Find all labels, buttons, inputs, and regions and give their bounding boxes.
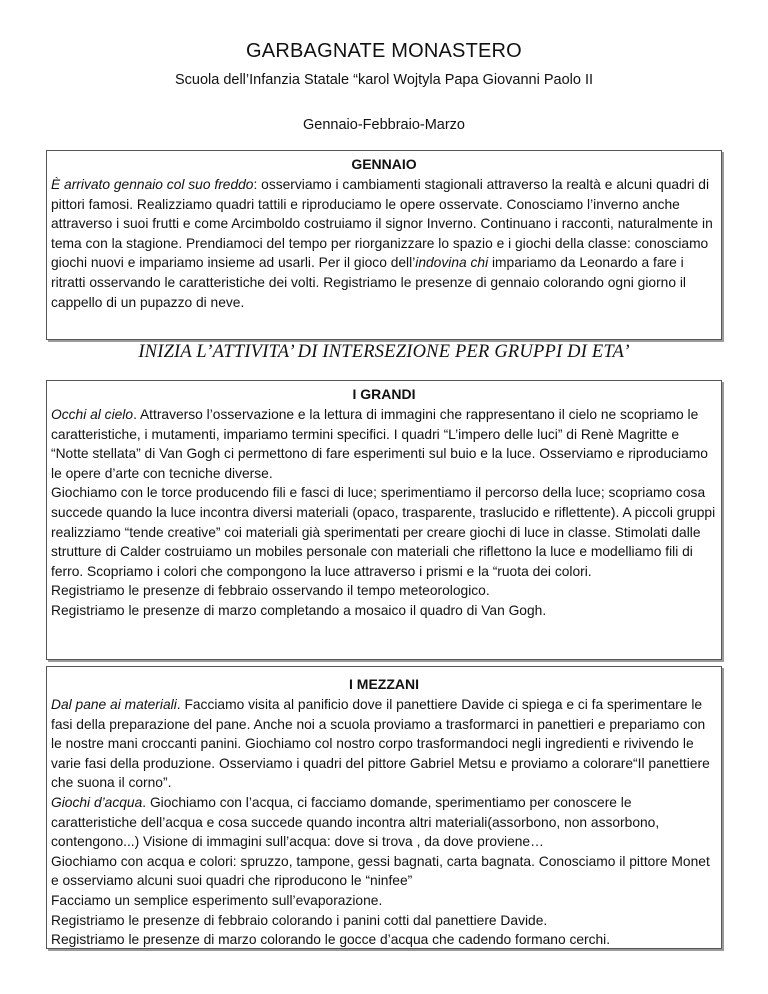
grandi-text-1: . Attraverso l’osservazione e la lettura di immagini che rappresentano il cielo ne scopriamo le caratteristiche, i mutamenti, impariamo termini specifici. I quadri “L’impero delle luci” di Renè Magritte e “Notte stellata” di Van Gogh ci permettono di fare esperimenti sul buio e la luce. Osserviamo e riproduciamo le opere d’arte con tecniche diverse.: [51, 407, 708, 481]
mezzani-intro: Dal pane ai materiali: [51, 697, 177, 712]
gennaio-title: GENNAIO: [351, 156, 417, 172]
gennaio-text-2: impariamo da Leonardo a fare i ritratti osservando le caratteristiche dei volti. Registriamo le presenze di gennaio colorando ogni giorno il cappello di un pupazzo di neve.: [51, 255, 686, 310]
mezzani-box: [46, 666, 722, 949]
mezzani-text: [51, 695, 717, 950]
page-title: GARBAGNATE MONASTERO: [246, 40, 522, 62]
mezzani-giochi-acqua: Giochi d’acqua: [51, 794, 143, 810]
gennaio-intro: È arrivato gennaio col suo freddo: [51, 177, 254, 192]
grandi-paragraph-2: Giochiamo con le torce producendo fili e fasci di luce; sperimentiamo il percorso della luce; scopriamo cosa succede quando la luce incontra diversi materiali (opaco, trasparente, traslucido e riflettente). A piccoli gruppi realizziamo “tende creative” coi materiali già sperimentati per creare giochi di luce in classe. Stimolati dalle strutture di Calder costruiamo un mobiles personale con materiali che riflettono la luce e modelliamo fili di ferro. Scopriamo i colori che compongono la luce attraverso i prismi e la “ruota dei colori.: [51, 485, 716, 579]
mezzani-paragraph-4: Facciamo un semplice esperimento sull’evaporazione.: [51, 892, 383, 908]
mezzani-paragraph-1: [51, 695, 717, 793]
grandi-paragraph-3: Registriamo le presenze di febbraio osservando il tempo meteorologico.: [51, 583, 490, 599]
grandi-paragraph-4: Registriamo le presenze di marzo completando a mosaico il quadro di Van Gogh.: [51, 602, 547, 618]
grandi-paragraph-1: [51, 405, 717, 483]
mezzani-text-1: . Facciamo visita al panificio dove il panettiere Davide ci spiega e ci fa sperimentare le fasi della preparazione del pane. Anche noi a scuola proviamo a trasformarci in panettieri e prepariamo con le nostre mani croccanti panini. Giochiamo col nostro corpo trasformandoci negli ingredienti e rivivendo le varie fasi della produzione. Osserviamo i quadri del pittore Gabriel Metsu e proviamo a colorare“Il panettiere che suona il corno”.: [51, 697, 710, 791]
mezzani-text-2: . Giochiamo con l’acqua, ci facciamo domande, sperimentiamo per conoscere le caratteristiche dell’acqua e cosa succede quando incontra altri materiali(assorbono, non assorbono, contengono...) Visione di immagini sull’acqua: dove si trova , da dove proviene…: [51, 794, 660, 850]
mezzani-title: I MEZZANI: [349, 676, 419, 692]
intersection-heading: INIZIA L’ATTIVITA’ DI INTERSEZIONE PER GRUPPI DI ETA’: [138, 342, 630, 362]
gennaio-paragraph: [51, 175, 717, 312]
mezzani-paragraph-2: [51, 793, 717, 852]
mezzani-paragraph-5: Registriamo le presenze di febbraio colorando i panini cotti dal panettiere Davide.: [51, 912, 548, 928]
grandi-box: [46, 380, 722, 660]
gennaio-text: [51, 175, 717, 312]
grandi-intro: Occhi al cielo: [51, 407, 134, 422]
grandi-text: [51, 405, 717, 621]
mezzani-paragraph-3: Giochiamo con acqua e colori: spruzzo, tampone, gessi bagnati, carta bagnata. Conosciamo il pittore Monet e osserviamo alcuni suoi quadri che riproducono le “ninfee”: [51, 853, 710, 889]
mezzani-paragraph-6: Registriamo le presenze di marzo colorando le gocce d’acqua che cadendo formano cerchi.: [51, 932, 611, 948]
gennaio-indovina-chi: indovina chi: [415, 255, 489, 271]
gennaio-text-1: : osserviamo i cambiamenti stagionali attraverso la realtà e alcuni quadri di pittori famosi. Realizziamo quadri tattili e riproduciamo le opere osservate. Conosciamo l’inverno anche attraverso i suoi frutti e come Arcimboldo costruiamo il signor Inverno. Continuano i racconti, naturalmente in tema con la stagione. Prendiamoci del tempo per riorganizzare lo spazio e i giochi della classe: conosciamo giochi nuovi e impariamo insieme ad usarli. Per il gioco dell’: [51, 177, 713, 271]
period-label: Gennaio-Febbraio-Marzo: [303, 117, 465, 133]
gennaio-box: [46, 150, 722, 340]
school-name: Scuola dell’Infanzia Statale “karol Wojtyla Papa Giovanni Paolo II: [174, 72, 594, 88]
grandi-title: I GRANDI: [352, 386, 416, 402]
